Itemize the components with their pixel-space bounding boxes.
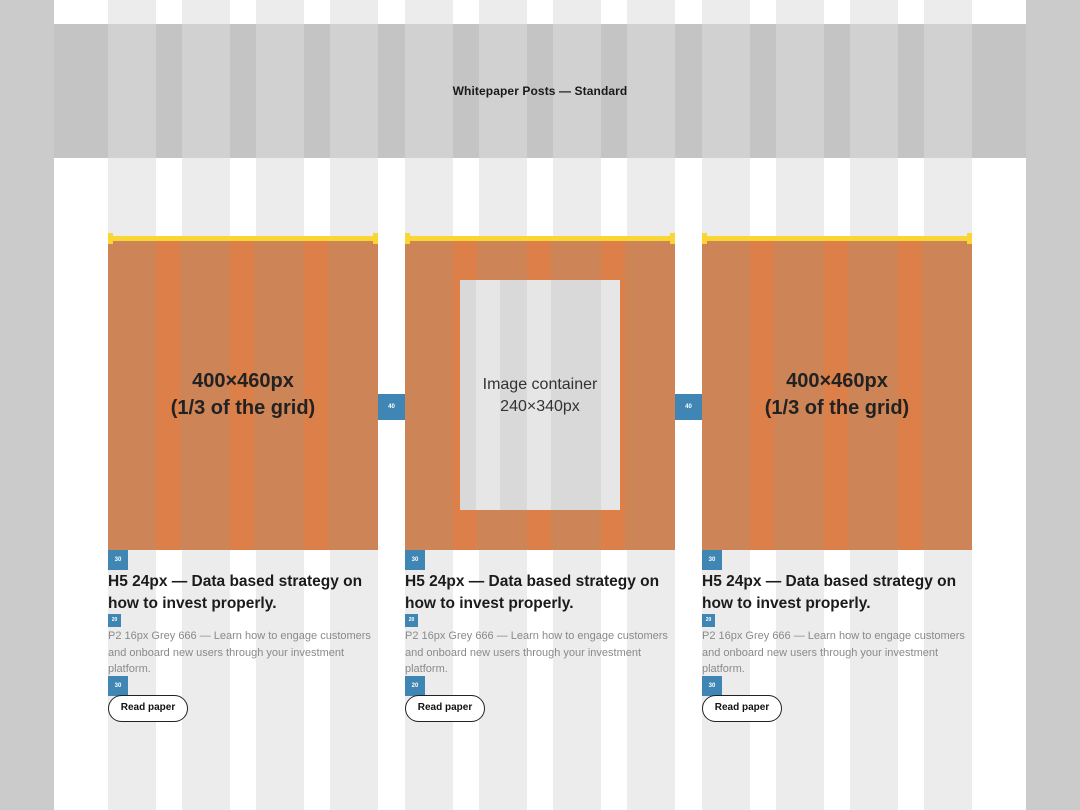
image-container-label [460, 374, 620, 418]
card-image-area [702, 240, 972, 550]
card-headline: H5 24px — Data based strategy on how to invest properly. [108, 573, 363, 612]
card-description: P2 16px Grey 666 — Learn how to engage customers and onboard new users through your investment platform. [702, 630, 965, 675]
card-headline: H5 24px — Data based strategy on how to invest properly. [702, 573, 957, 612]
width-measure-rule [108, 236, 378, 241]
gutter-marker: 40 [675, 394, 702, 420]
spacer-marker: 20 [108, 614, 121, 627]
page-title: Whitepaper Posts — Standard [452, 84, 628, 98]
image-container-line1: Image container [482, 376, 598, 393]
spacer-marker: 30 [108, 676, 128, 696]
spacer-marker: 30 [405, 550, 425, 570]
width-measure-rule [702, 236, 972, 241]
spacer-marker: 30 [702, 550, 722, 570]
image-size-line2: (1/3 of the grid) [170, 397, 316, 419]
image-size-line2: (1/3 of the grid) [764, 397, 910, 419]
whitepaper-card-2 [405, 240, 675, 730]
read-paper-button[interactable]: Read paper [108, 695, 188, 722]
image-size-label [108, 368, 378, 422]
card-description: P2 16px Grey 666 — Learn how to engage customers and onboard new users through your investment platform. [405, 630, 668, 675]
spacer-marker: 20 [405, 614, 418, 627]
card-description: P2 16px Grey 666 — Learn how to engage customers and onboard new users through your investment platform. [108, 630, 371, 675]
image-container-line2: 240×340px [500, 398, 580, 415]
read-paper-button[interactable]: Read paper [405, 695, 485, 722]
card-headline: H5 24px — Data based strategy on how to invest properly. [405, 573, 660, 612]
spacer-marker: 30 [108, 550, 128, 570]
image-container-placeholder [460, 280, 620, 510]
image-size-line1: 400×460px [786, 370, 888, 392]
whitepaper-card-3 [702, 240, 972, 730]
whitepaper-card-1 [108, 240, 378, 730]
gutter-marker: 40 [378, 394, 405, 420]
spacer-marker: 20 [405, 676, 425, 696]
width-measure-rule [405, 236, 675, 241]
read-paper-button[interactable]: Read paper [702, 695, 782, 722]
spacer-marker: 20 [702, 614, 715, 627]
image-size-line1: 400×460px [192, 370, 294, 392]
spacer-marker: 30 [702, 676, 722, 696]
card-image-area [405, 240, 675, 550]
image-size-label [702, 368, 972, 422]
card-image-area [108, 240, 378, 550]
